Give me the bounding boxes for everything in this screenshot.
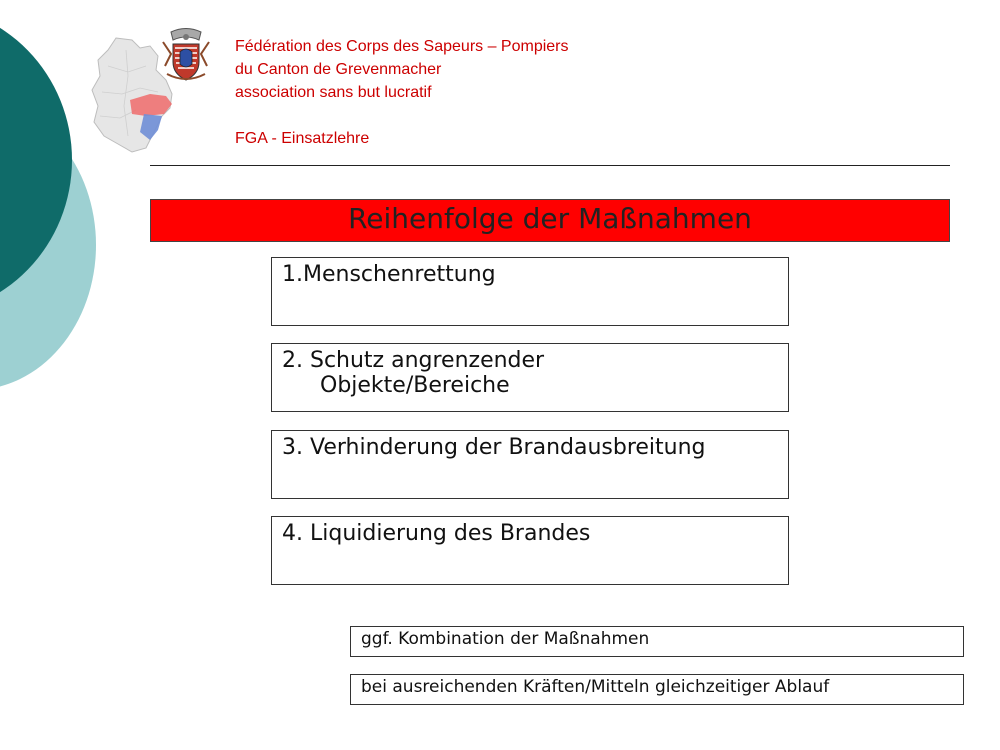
header-divider — [150, 165, 950, 166]
step-box-1 — [271, 257, 789, 326]
org-name-line-1: Fédération des Corps des Sapeurs – Pompiers — [235, 38, 569, 55]
note-text: bei ausreichenden Kräften/Mitteln gleichzeitiger Ablauf — [361, 677, 830, 697]
fire-brigade-crest-icon — [161, 28, 211, 84]
step-box-4 — [271, 516, 789, 585]
course-title: FGA - Einsatzlehre — [235, 130, 370, 147]
org-name-line-2: du Canton de Grevenmacher — [235, 61, 442, 78]
organization-header — [235, 35, 569, 150]
step-box-2 — [271, 343, 789, 412]
slide-title: Reihenfolge der Maßnahmen — [150, 199, 950, 242]
step-text: 4. Liquidierung des Brandes — [282, 521, 591, 546]
step-box-3 — [271, 430, 789, 499]
note-text: ggf. Kombination der Maßnahmen — [361, 629, 650, 649]
note-box-simultaneous — [350, 674, 964, 705]
note-box-combination — [350, 626, 964, 657]
step-text: 3. Verhinderung der Brandausbreitung — [282, 435, 706, 460]
org-name-line-3: association sans but lucratif — [235, 84, 432, 101]
step-text: 2. Schutz angrenzender — [282, 348, 545, 373]
step-text: 1.Menschenrettung — [282, 262, 496, 287]
step-text-continued: Objekte/Bereiche — [320, 373, 510, 398]
